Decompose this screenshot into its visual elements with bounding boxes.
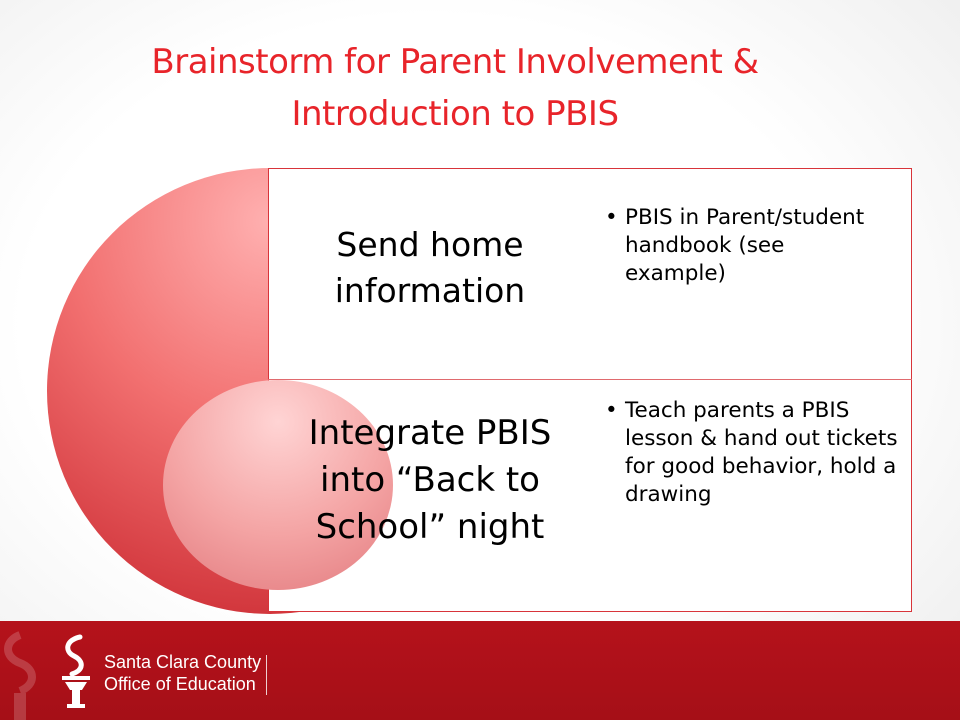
section-2-heading-line-1: Integrate PBIS	[308, 413, 552, 453]
title-line-1: Brainstorm for Parent Involvement &	[151, 42, 759, 82]
section-divider	[268, 379, 912, 380]
organization-name	[104, 651, 261, 695]
ghost-torch-icon	[0, 631, 50, 720]
section-2-bullet: • Teach parents a PBIS lesson & hand out tickets for good behavior, hold a drawing	[605, 397, 900, 509]
org-name-line-2: Office of Education	[104, 674, 256, 694]
section-2-bullets	[605, 397, 900, 509]
section-2-heading-line-2: into “Back to	[320, 460, 540, 500]
section-1-bullets	[605, 204, 885, 288]
title-line-2: Introduction to PBIS	[291, 94, 619, 134]
section-2-heading	[280, 410, 580, 551]
section-1-heading-line-2: information	[334, 271, 526, 310]
section-2-heading-line-3: School” night	[315, 507, 545, 547]
section-1-bullet: • PBIS in Parent/student handbook (see example)	[605, 204, 885, 288]
section-1-heading-line-1: Send home	[336, 225, 524, 264]
slide-title	[60, 36, 850, 140]
footer-bar	[0, 621, 960, 720]
org-name-line-1: Santa Clara County	[104, 652, 262, 672]
torch-logo-icon	[56, 634, 96, 710]
section-1-heading	[290, 222, 570, 314]
org-name-separator	[266, 655, 267, 695]
